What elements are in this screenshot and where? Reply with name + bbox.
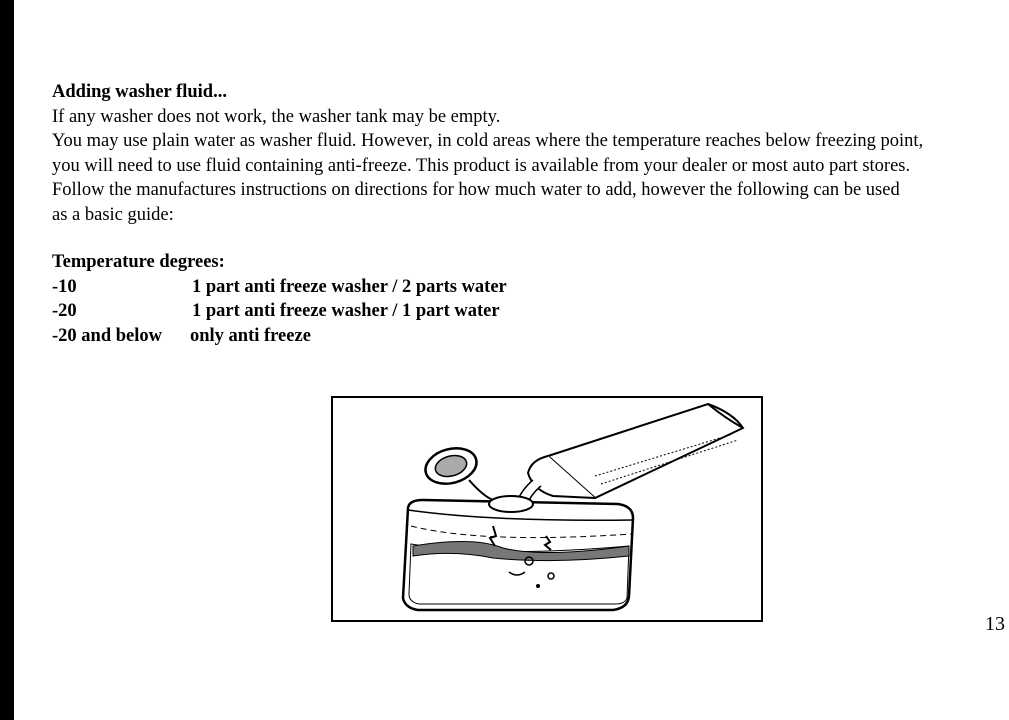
figure-frame — [331, 396, 763, 622]
temperature-guide — [52, 250, 507, 348]
mixture-value: 1 part anti freeze washer / 2 parts water — [192, 276, 507, 297]
mixture-value: 1 part anti freeze washer / 1 part water — [192, 301, 500, 321]
mixture-value: only anti freeze — [190, 325, 311, 346]
temperature-value: -10 — [52, 276, 77, 297]
temperature-row — [52, 299, 500, 324]
paragraph-line: Follow the manufactures instructions on directions for how much water to add, however the following can be used — [52, 180, 900, 200]
paragraph-line: You may use plain water as washer fluid. However, in cold areas where the temperature reaches below freezing point, — [52, 131, 924, 151]
temperature-value: -20 and below — [52, 325, 162, 346]
washer-fluid-pouring-icon — [333, 398, 761, 620]
page-number: 13 — [985, 613, 1005, 635]
page-binding-edge — [0, 0, 14, 720]
paragraph-line: you will need to use fluid containing anti-freeze. This product is available from your dealer or most auto part stores. — [52, 155, 911, 176]
temperature-row — [52, 275, 507, 300]
paragraph-line: If any washer does not work, the washer tank may be empty. — [52, 106, 501, 127]
temperature-value: -20 — [52, 301, 77, 321]
temperature-row — [52, 324, 311, 349]
instructions-text — [52, 80, 1007, 227]
paragraph-line: as a basic guide: — [52, 204, 174, 225]
temperature-heading: Temperature degrees: — [52, 252, 225, 272]
section-heading: Adding washer fluid... — [52, 82, 227, 102]
